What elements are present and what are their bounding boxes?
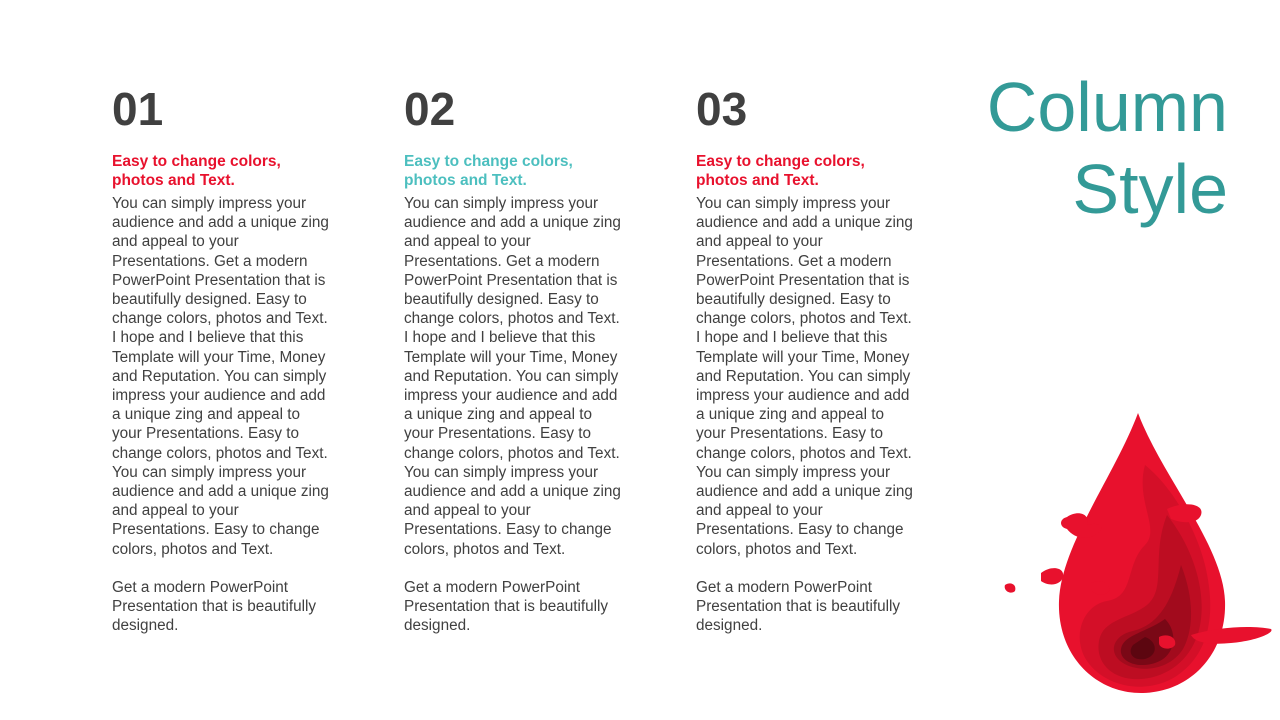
column-2: [404, 82, 644, 635]
column-body: You can simply impress your audience and add a unique zing and appeal to your Presentations. Get a modern PowerPoint Presentation that is beautifully designed. Easy to change colors, photos and Text. I hope and I believe that this Template will your Time, Money and Reputation. You can simply impress your audience and add a unique zing and appeal to your Presentations. Easy to change colors, photos and Text. You can simply impress your audience and add a unique zing and appeal to your Presentations. Easy to change colors, photos and Text.: [696, 195, 913, 558]
column-3: [696, 82, 936, 635]
column-1: [112, 82, 352, 635]
column-footer: Get a modern PowerPoint Presentation that is beautifully designed.: [112, 578, 317, 635]
title-line-2: Style: [1072, 150, 1228, 228]
column-footer: Get a modern PowerPoint Presentation that is beautifully designed.: [696, 578, 901, 635]
column-heading: Easy to change colors, photos and Text.: [112, 153, 281, 189]
page-title: [987, 66, 1228, 230]
column-body: You can simply impress your audience and add a unique zing and appeal to your Presentations. Get a modern PowerPoint Presentation that is beautifully designed. Easy to change colors, photos and Text. I hope and I believe that this Template will your Time, Money and Reputation. You can simply impress your audience and add a unique zing and appeal to your Presentations. Easy to change colors, photos and Text. You can simply impress your audience and add a unique zing and appeal to your Presentations. Easy to change colors, photos and Text.: [112, 195, 329, 558]
column-number: 01: [112, 83, 164, 135]
column-number: 03: [696, 83, 748, 135]
column-footer: Get a modern PowerPoint Presentation that is beautifully designed.: [404, 578, 609, 635]
column-heading: Easy to change colors, photos and Text.: [404, 153, 573, 189]
blood-drop-icon: [995, 405, 1280, 705]
title-line-1: Column: [986, 68, 1228, 146]
column-body: You can simply impress your audience and add a unique zing and appeal to your Presentations. Get a modern PowerPoint Presentation that is beautifully designed. Easy to change colors, photos and Text. I hope and I believe that this Template will your Time, Money and Reputation. You can simply impress your audience and add a unique zing and appeal to your Presentations. Easy to change colors, photos and Text. You can simply impress your audience and add a unique zing and appeal to your Presentations. Easy to change colors, photos and Text.: [404, 195, 621, 558]
column-heading: Easy to change colors, photos and Text.: [696, 153, 865, 189]
column-number: 02: [404, 83, 456, 135]
